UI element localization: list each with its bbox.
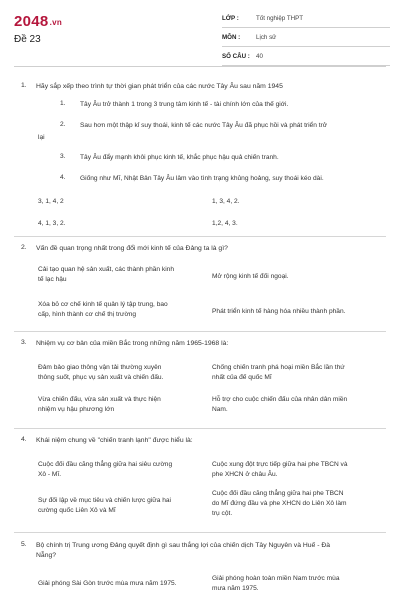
meta-value: Tốt nghiệp THPT bbox=[256, 14, 304, 22]
brand-suffix: .vn bbox=[49, 18, 63, 27]
meta-key: SỐ CÂU : bbox=[222, 52, 250, 60]
statement-text: Sau hơn một thập kỉ suy thoái, kinh tế các nước Tây Âu đã phục hồi và phát triển trở bbox=[80, 122, 328, 129]
answer-option-a[interactable]: Cuộc đối đầu căng thẳng giữa hai siêu cường Xô - Mĩ. bbox=[38, 461, 173, 478]
answer-option-b[interactable]: Mở rộng kinh tế đối ngoại. bbox=[212, 273, 289, 280]
question-number: 3. bbox=[21, 339, 27, 346]
question-divider bbox=[14, 236, 386, 237]
statement-number: 4. bbox=[60, 174, 66, 181]
answer-option-c[interactable]: Xóa bỏ cơ chế kinh tế quản lý tập trung, bao cấp, hình thành cơ chế thị trường bbox=[38, 301, 168, 318]
answer-option-a[interactable]: Đảm bảo giao thông vận tải thường xuyên thông suốt, phục vụ sản xuất và chiến đấu. bbox=[38, 364, 164, 381]
answer-option-a[interactable]: 3, 1, 4, 2 bbox=[38, 198, 64, 205]
question-number: 2. bbox=[21, 244, 27, 251]
question-divider bbox=[14, 331, 386, 332]
answer-option-d[interactable]: Hỗ trợ cho cuộc chiến đấu của nhân dân miền Nam. bbox=[212, 396, 348, 413]
meta-key: MÔN : bbox=[222, 33, 241, 41]
question-text: Bộ chính trị Trung ương Đảng quyết định gì sau thắng lợi của chiến dịch Tây Nguyên và Huế - Đà Nẵng? bbox=[36, 542, 331, 559]
meta-key: LỚP : bbox=[222, 14, 239, 22]
question-divider bbox=[14, 532, 386, 533]
meta-row-class bbox=[222, 9, 390, 28]
answer-option-c[interactable]: Sự đối lập về mục tiêu và chiến lược giữa hai cường quốc Liên Xô và Mĩ bbox=[38, 497, 172, 514]
answer-option-b[interactable]: 1, 3, 4, 2. bbox=[212, 198, 240, 205]
answer-option-c[interactable]: 4, 1, 3, 2. bbox=[38, 220, 66, 227]
meta-row-subject bbox=[222, 28, 390, 47]
answer-option-a[interactable]: Giải phóng Sài Gòn trước mùa mưa năm 1975. bbox=[38, 580, 177, 587]
question-text: Nhiệm vụ cơ bản của miền Bắc trong những năm 1965-1968 là: bbox=[36, 340, 229, 347]
statement-text: Tây Âu trở thành 1 trong 3 trung tâm kinh tế - tài chính lớn của thế giới. bbox=[80, 101, 289, 108]
statement-number: 2. bbox=[60, 121, 66, 128]
meta-row-count bbox=[222, 47, 390, 66]
statement-text: Giống như Mĩ, Nhật Bản Tây Âu lâm vào tình trạng khủng hoảng, suy thoái kéo dài. bbox=[80, 175, 324, 182]
exam-header bbox=[0, 0, 400, 62]
meta-value: Lịch sử bbox=[256, 33, 277, 41]
statement-number: 3. bbox=[60, 153, 66, 160]
question-number: 1. bbox=[21, 82, 27, 89]
answer-option-b[interactable]: Cuộc xung đột trực tiếp giữa hai phe TBCN và phe XHCN ở châu Âu. bbox=[212, 461, 348, 478]
meta-value: 40 bbox=[256, 52, 263, 60]
answer-option-b[interactable]: Giải phóng hoàn toàn miền Nam trước mùa mưa năm 1975. bbox=[212, 575, 340, 592]
question-text: Vấn đề quan trọng nhất trong đổi mới kinh tế của Đảng ta là gì? bbox=[36, 245, 228, 252]
exam-code: Đề 23 bbox=[14, 34, 41, 45]
answer-option-c[interactable]: Vừa chiến đấu, vừa sản xuất và thực hiện nhiệm vụ hậu phương lớn bbox=[38, 396, 161, 413]
answer-option-d[interactable]: Phát triển kinh tế hàng hóa nhiều thành phần. bbox=[212, 308, 346, 315]
statement-number: 1. bbox=[60, 100, 66, 107]
brand-main: 2048 bbox=[14, 13, 49, 30]
question-divider bbox=[14, 428, 386, 429]
answer-option-d[interactable]: Cuộc đối đầu căng thẳng giữa hai phe TBCN do Mĩ đứng đầu và phe XHCN do Liên Xô làm trụ cột. bbox=[212, 490, 347, 517]
answer-option-b[interactable]: Chống chiến tranh phá hoại miền Bắc lần thứ nhất của đế quốc Mĩ bbox=[212, 364, 345, 381]
statement-text: Tây Âu đẩy mạnh khôi phục kinh tế, khắc phục hậu quả chiến tranh. bbox=[80, 154, 279, 161]
statement-text-cont: lại bbox=[38, 134, 45, 141]
question-text: Hãy sắp xếp theo trình tự thời gian phát triển của các nước Tây Âu sau năm 1945 bbox=[36, 83, 283, 90]
question-number: 4. bbox=[21, 436, 27, 443]
answer-option-a[interactable]: Cải tạo quan hệ sản xuất, các thành phần kinh tế lạc hậu bbox=[38, 266, 175, 283]
question-text: Khái niệm chung về "chiến tranh lạnh" được hiểu là: bbox=[36, 437, 193, 444]
answer-option-d[interactable]: 1,2, 4, 3. bbox=[212, 220, 238, 227]
header-divider bbox=[14, 66, 386, 67]
exam-meta bbox=[222, 9, 390, 66]
question-number: 5. bbox=[21, 541, 27, 548]
brand-logo[interactable] bbox=[14, 13, 62, 30]
